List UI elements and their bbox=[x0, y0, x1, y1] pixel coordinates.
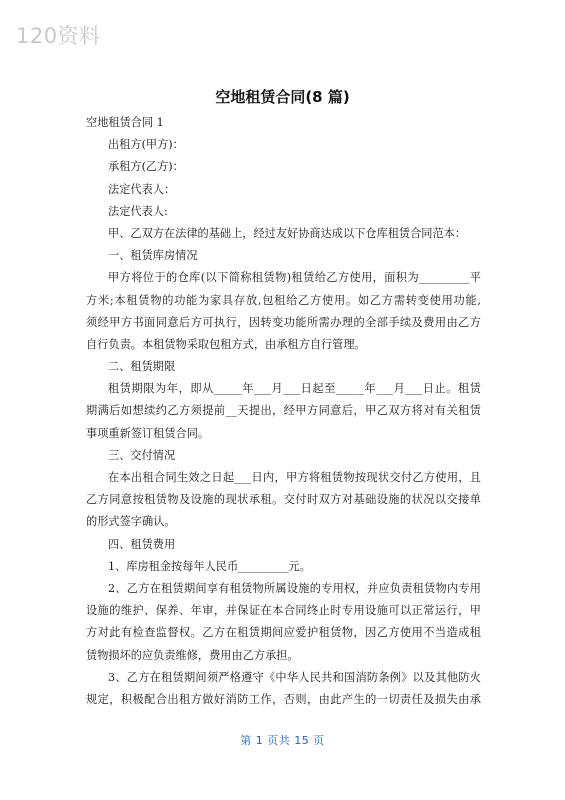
paragraph-line: 期满后如想续约乙方须提前__天提出，经甲方同意后，甲乙双方将对有关租赁 bbox=[86, 404, 481, 418]
lessor-field: 出租方(甲方)： bbox=[108, 138, 184, 152]
section-heading-3: 三、交付情况 bbox=[108, 448, 176, 462]
paragraph-line: 在本出租合同生效之日起___日内，甲方将租赁物按现状交付乙方使用，且 bbox=[108, 471, 481, 484]
watermark-logo: 120资料 bbox=[16, 24, 101, 48]
document-title: 空地租赁合同(8 篇) bbox=[215, 88, 350, 106]
paragraph-line: 1、库房租金按每年人民币_________元。 bbox=[108, 559, 311, 573]
paragraph-line: 租赁期限为年，即从_____年___月___日起至_____年___月___日止。租赁 bbox=[108, 382, 481, 396]
lessee-field: 承租方(乙方)： bbox=[108, 160, 184, 174]
paragraph-line: 甲方将位于的仓库(以下简称租赁物)租赁给乙方使用，面积为_________平 bbox=[108, 271, 481, 285]
paragraph-line: 事项重新签订租赁合同。 bbox=[86, 426, 210, 440]
contract-heading: 空地租赁合同 1 bbox=[86, 116, 164, 129]
section-heading-1: 一、租赁库房情况 bbox=[108, 249, 198, 263]
paragraph-line: 的形式签字确认。 bbox=[86, 515, 176, 529]
paragraph-line: 乙方同意按租赁物及设施的现状承租。交付时双方对基础设施的状况以交接单 bbox=[86, 493, 481, 507]
paragraph-line: 规定，积极配合出租方做好消防工作，否则，由此产生的一切责任及损失由承 bbox=[86, 692, 481, 706]
paragraph-line: 须经甲方书面同意后方可执行，因转变功能所需办理的全部手续及费用由乙方 bbox=[86, 315, 481, 329]
page-number: 第 1 页共 15 页 bbox=[240, 734, 325, 747]
paragraph-line: 设施的维护、保养、年审，并保证在本合同终止时专用设施可以正常运行，甲 bbox=[86, 604, 481, 618]
section-heading-2: 二、租赁期限 bbox=[108, 360, 176, 374]
paragraph-line: 自行负责。本租赁物采取包租方式，由承租方自行管理。 bbox=[86, 337, 366, 351]
paragraph-line: 2、乙方在租赁期间享有租赁物所属设施的专用权，并应负责租赁物内专用 bbox=[108, 581, 481, 595]
paragraph-line: 方对此有检查监督权。乙方在租赁期间应爱护租赁物，因乙方使用不当造成租 bbox=[86, 626, 481, 640]
section-heading-4: 四、租赁费用 bbox=[108, 537, 176, 551]
paragraph-line: 3、乙方在租赁期间须严格遵守《中华人民共和国消防条例》以及其他防火 bbox=[108, 670, 481, 684]
legal-rep-field-1: 法定代表人： bbox=[108, 182, 176, 196]
document-body bbox=[86, 112, 481, 711]
paragraph-line: 赁物损坏的应负责维修，费用由乙方承担。 bbox=[86, 648, 299, 662]
intro-paragraph: 甲、乙双方在法律的基础上，经过友好协商达成以下仓库租赁合同范本： bbox=[108, 226, 467, 240]
legal-rep-field-2: 法定代表人: bbox=[108, 204, 168, 218]
paragraph-line: 方米;本租赁物的功能为家具存放,包租给乙方使用。如乙方需转变使用功能, bbox=[86, 293, 481, 307]
